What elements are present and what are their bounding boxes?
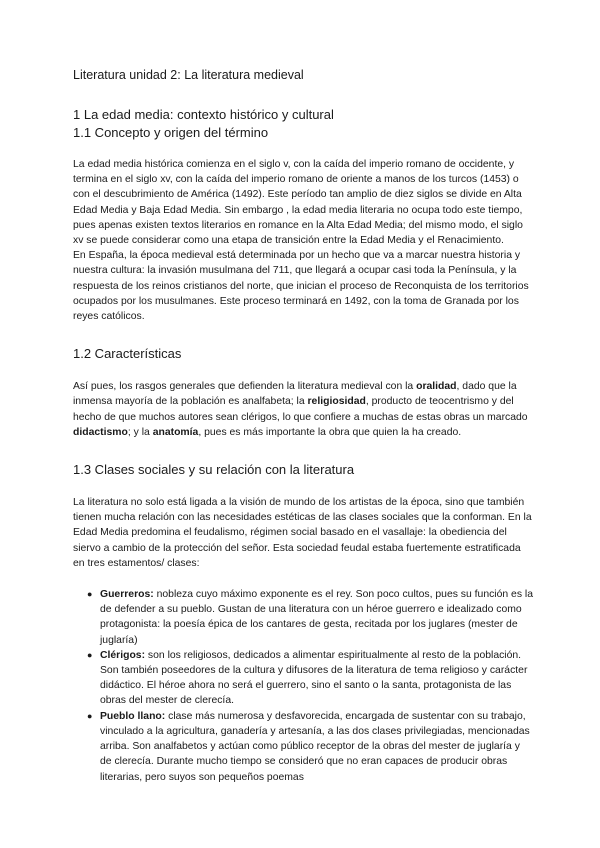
bold-term-oralidad: oralidad <box>416 381 457 393</box>
bullet-icon: ● <box>87 649 93 660</box>
bold-term-didactismo: didactismo <box>73 426 128 438</box>
text-segment: Así pues, los rasgos generales que defienden la literatura medieval con la <box>73 381 417 393</box>
text-segment: , dado que la inmensa mayoría de la población es analfabeta; la <box>73 381 517 408</box>
section-1-2-heading: 1.2 Características <box>73 346 182 362</box>
list-item-term: Guerreros: <box>100 589 154 601</box>
section-1-1-heading: 1.1 Concepto y origen del término <box>73 125 269 140</box>
section-1-1-paragraph-1: La edad media histórica comienza en el siglo v, con la caída del imperio romano de occidente, y termina en el siglo xv, con la caída del imperio romano de oriente a manos de los turcos (1453) o con el descubrimiento de América (1492). Este período tan amplio de diez siglos se divide en Alta Edad Media y Baja Edad Media. Sin embargo , la edad media literaria no ocupa todo este tiempo, pues apenas existen textos literarios en romance en la Alta Edad Media; del mismo modo, el siglo xv se puede considerar como una etapa de transición entre la Edad Media y el Renacimiento. <box>73 159 523 247</box>
list-item-text: son los religiosos, dedicados a alimentar espiritualmente al resto de la población. Son también poseedores de la cultura y difusores de la literatura de tema religioso y carácter didáctico. El héroe ahora no será el guerrero, sino el santo o la santa, protagonista de las obras del mester de clerecía. <box>100 649 528 707</box>
bold-term-religiosidad: religiosidad <box>307 396 366 408</box>
section-1-heading: 1 La edad media: contexto histórico y cultural <box>73 107 334 122</box>
document-body <box>73 66 533 785</box>
section-1-1-paragraph-2: En España, la época medieval está determinada por un hecho que va a marcar nuestra historia y nuestra cultura: la invasión musulmana del 711, que llegará a ocupar casi toda la Península, y la respuesta de los reinos cristianos del norte, que inician el proceso de Reconquista de los territorios ocupados por los musulmanes. Este proceso terminará en 1492, con la toma de Granada por los reyes católicos. <box>73 250 529 323</box>
section-1-2-paragraph <box>73 379 533 440</box>
text-segment: , producto de teocentrismo y del hecho de que muchos autores sean clérigos, lo que confiere a muchas de estas obras un marcado <box>73 396 528 423</box>
bullet-icon: ● <box>87 710 93 721</box>
bullet-icon: ● <box>87 589 93 600</box>
list-item-guerreros <box>87 587 533 648</box>
list-item-term: Clérigos: <box>100 649 146 661</box>
text-segment: , pues es más importante la obra que quien la ha creado. <box>198 426 462 438</box>
list-item-term: Pueblo llano: <box>100 710 166 722</box>
document-title: Literatura unidad 2: La literatura medieval <box>73 68 304 82</box>
list-item-clerigos <box>87 648 533 709</box>
list-item-text: clase más numerosa y desfavorecida, encargada de sustentar con su trabajo, vinculado a la agricultura, ganadería y artesanía, a las dos clases privilegiadas, mencionadas arriba. Son analfabetos y actúan como público receptor de la obras del mester de juglaría y de clerecía. Durante mucho tiempo se consideró que no eran capaces de producir obras literarias, pero suyos son pequeños poemas <box>100 710 530 783</box>
list-item-pueblo-llano <box>87 709 533 785</box>
list-item-text: nobleza cuyo máximo exponente es el rey. Son poco cultos, pues su función es la de defender a su pueblo. Gustan de una literatura con un héroe guerrero e idealizado como protagonista: la poesía épica de los cantares de gesta, recitada por los juglares (mester de juglaría) <box>100 589 534 646</box>
social-classes-list <box>73 587 533 785</box>
text-segment: ; y la <box>127 426 153 438</box>
section-1-3-heading: 1.3 Clases sociales y su relación con la literatura <box>73 462 355 478</box>
bold-term-anatomia: anatomía <box>152 426 199 438</box>
section-1-3-paragraph: La literatura no solo está ligada a la visión de mundo de los artistas de la época, sino que también tienen mucha relación con las necesidades estéticas de las clases sociales que la conforman. En la Edad Media predomina el feudalismo, régimen social basado en el vasallaje: la obediencia del siervo a cambio de la protección del señor. Esta sociedad feudal estaba fuertemente estratificada en tres estamentos/ clases: <box>73 497 532 569</box>
